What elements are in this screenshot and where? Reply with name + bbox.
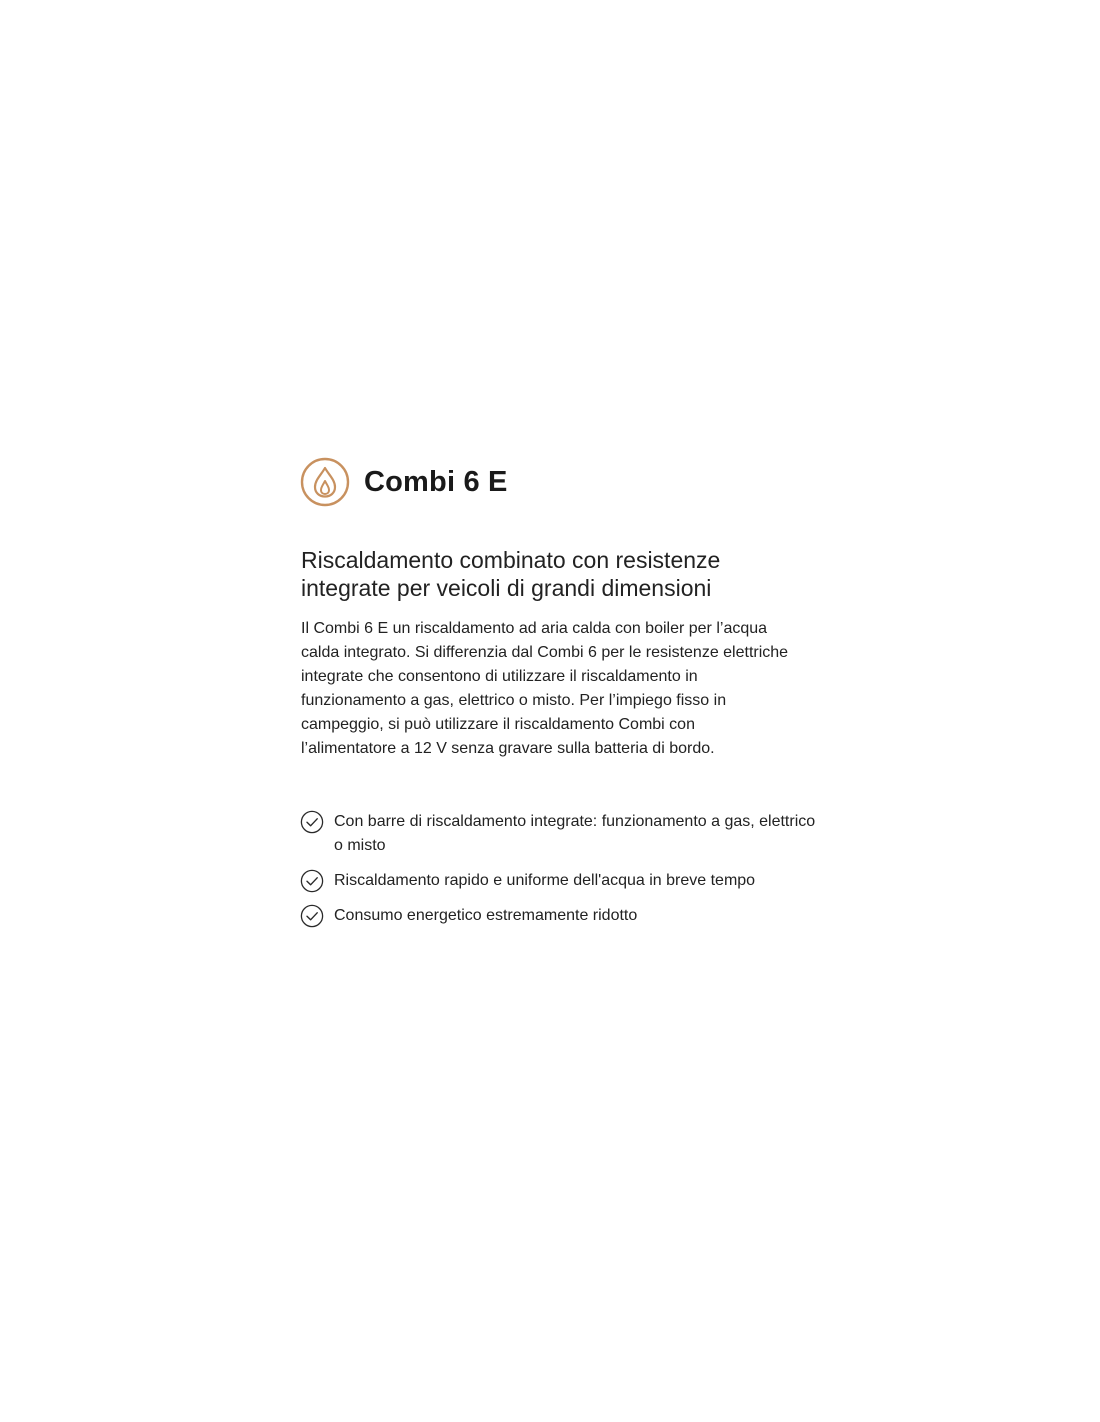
product-description: Il Combi 6 E un riscaldamento ad aria calda con boiler per l’acqua calda integrato. Si differenzia dal Combi 6 per le resistenze elettriche integrate che consentono di utilizzare il riscaldamento in funzionamento a gas, elettrico o misto. Per l’impiego fisso in campeggio, si può utilizzare il riscaldamento Combi con l’alimentatore a 12 V senza gravare sulla batteria di bordo.: [301, 620, 789, 757]
check-circle-icon: [300, 810, 324, 834]
product-card: [300, 456, 820, 939]
feature-item: [300, 869, 820, 893]
feature-item: [300, 810, 820, 858]
feature-list: [300, 810, 820, 928]
flame-icon: [300, 457, 350, 507]
check-circle-icon: [300, 869, 324, 893]
feature-text: Riscaldamento rapido e uniforme dell'acqua in breve tempo: [334, 872, 756, 889]
check-circle-icon: [300, 904, 324, 928]
product-subtitle: Riscaldamento combinato con resistenze integrate per veicoli di grandi dimensioni: [301, 547, 721, 601]
feature-item: [300, 904, 820, 928]
feature-text: Con barre di riscaldamento integrate: funzionamento a gas, elettrico o misto: [334, 813, 816, 854]
feature-text: Consumo energetico estremamente ridotto: [334, 907, 638, 924]
product-header: [300, 456, 820, 508]
product-title: Combi 6 E: [364, 465, 508, 498]
